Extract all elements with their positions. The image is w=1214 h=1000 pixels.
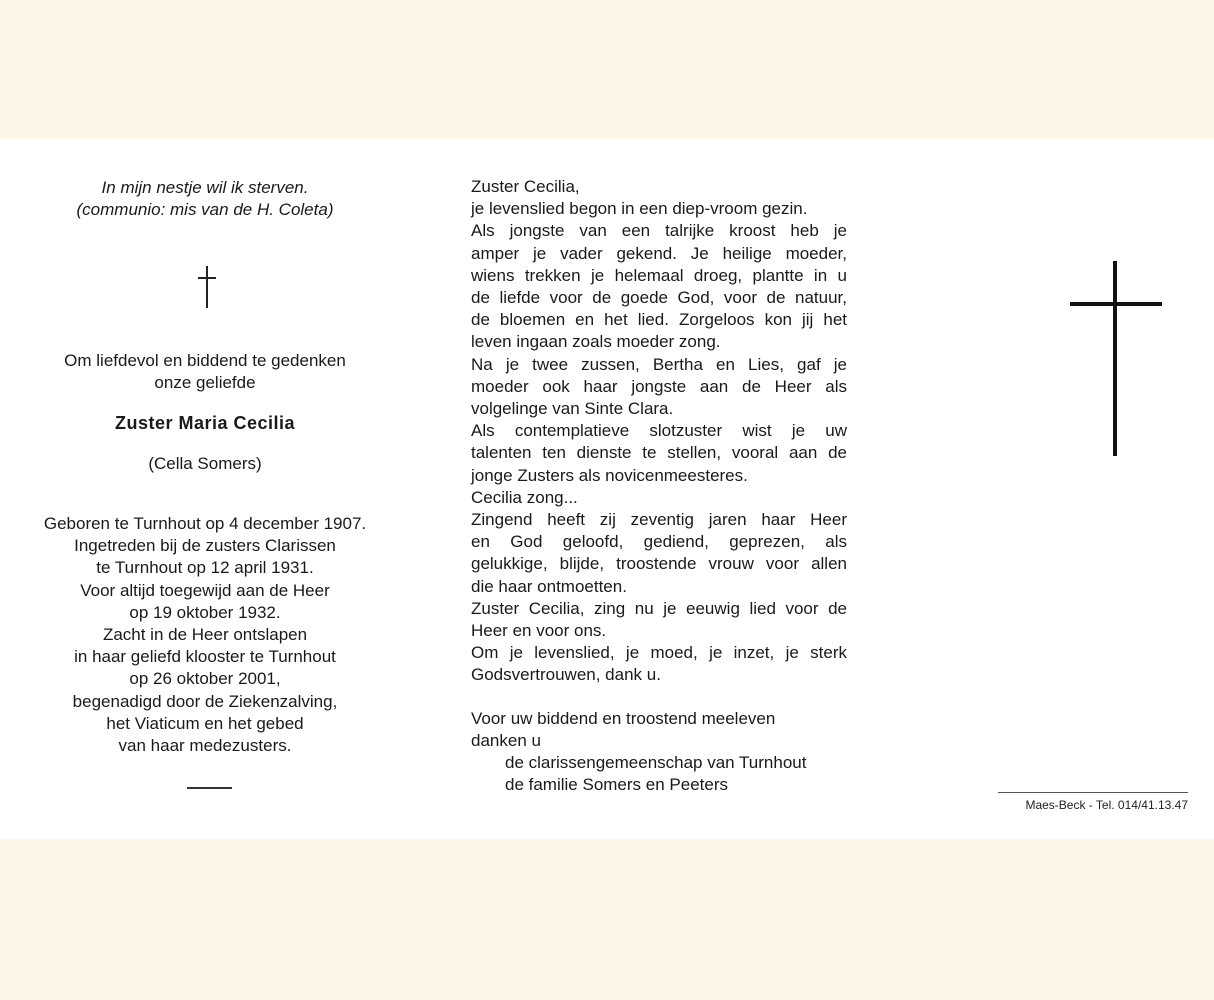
tribute-line: Als jongste van een talrijke kroost heb je: [471, 221, 847, 241]
bio-line: Voor altijd toegewijd aan de Heer: [80, 580, 330, 600]
motto-line: (communio: mis van de H. Coleta): [76, 200, 334, 219]
biography: [0, 513, 410, 757]
tribute-line: Godsvertrouwen, dank u.: [471, 665, 661, 685]
bio-line: op 26 oktober 2001,: [129, 669, 281, 689]
thanks-line: danken u: [471, 730, 541, 750]
tribute-line: Als contemplatieve slotzuster wist je uw: [471, 421, 847, 441]
motto-line: In mijn nestje wil ik sterven.: [101, 178, 309, 197]
intro-line: Om liefdevol en biddend te gedenken: [64, 351, 346, 370]
divider: [187, 787, 232, 789]
bio-line: begenadigd door de Ziekenzalving,: [72, 691, 338, 711]
tribute-line: Heer en voor ons.: [471, 621, 607, 641]
tribute-line: talenten ten dienste te stellen, vooral aan de: [471, 443, 847, 463]
tribute-line: die haar ontmoetten.: [471, 576, 627, 596]
intro: [0, 350, 410, 394]
intro-line: onze geliefde: [154, 373, 256, 392]
tribute-line: volgelinge van Sinte Clara.: [471, 399, 674, 419]
tribute-line: de bloemen en het lied. Zorgeloos kon jij het: [471, 310, 847, 330]
tribute-line: gelukkige, blijde, troostende vrouw voor allen: [471, 554, 847, 574]
tribute-line: wiens trekken je helemaal droeg, plantte in u: [471, 265, 847, 285]
deceased-name: Zuster Maria Cecilia: [114, 413, 296, 433]
tribute-line: Zuster Cecilia, zing nu je eeuwig lied voor de: [471, 598, 847, 618]
tribute-line: je levenslied begon in een diep-vroom gezin.: [471, 199, 808, 219]
deceased-nickname: (Cella Somers): [148, 454, 262, 473]
tribute-line: Zingend heeft zij zeventig jaren haar Heer: [471, 510, 847, 530]
thanks-signature: de clarissengemeenschap van Turnhout: [505, 753, 807, 773]
printer-credit: Maes-Beck - Tel. 014/41.13.47: [1025, 798, 1188, 812]
small-cross-icon: [198, 266, 216, 308]
thanks-signature: de familie Somers en Peeters: [505, 775, 728, 795]
bio-line: Ingetreden bij de zusters Clarissen: [74, 536, 336, 556]
tribute-text: [471, 176, 847, 796]
printer-divider: [998, 792, 1188, 793]
tribute-line: Om je levenslied, je moed, je inzet, je sterk: [471, 643, 847, 663]
bio-line: het Viaticum en het gebed: [106, 713, 304, 733]
tribute-line: amper je vader gekend. Je heilige moeder,: [471, 243, 847, 263]
memorial-card: [0, 139, 1214, 839]
tribute-line: Zuster Cecilia,: [471, 177, 580, 196]
bio-line: Zacht in de Heer ontslapen: [102, 625, 308, 645]
bio-line: Geboren te Turnhout op 4 december 1907.: [43, 514, 367, 533]
left-panel: [0, 139, 410, 839]
bio-line: op 19 oktober 1932.: [129, 602, 281, 622]
bio-line: van haar medezusters.: [118, 736, 292, 756]
bio-line: te Turnhout op 12 april 1931.: [96, 558, 314, 578]
bio-line: in haar geliefd klooster te Turnhout: [74, 647, 336, 667]
tribute-line: en God geloofd, gediend, geprezen, als: [471, 532, 847, 552]
thanks-line: Voor uw biddend en troostend meeleven: [471, 708, 776, 728]
tribute-line: leven ingaan zoals moeder zong.: [471, 332, 721, 352]
tribute-line: Na je twee zussen, Bertha en Lies, gaf je: [471, 354, 847, 374]
cross-icon: [1070, 261, 1162, 456]
tribute-line: moeder ook haar jongste aan de Heer als: [471, 376, 847, 396]
motto: [0, 177, 410, 221]
tribute-line: Cecilia zong...: [471, 487, 578, 507]
tribute-line: jonge Zusters als novicenmeesteres.: [471, 465, 748, 485]
tribute-line: de liefde voor de goede God, voor de natuur,: [471, 288, 847, 308]
